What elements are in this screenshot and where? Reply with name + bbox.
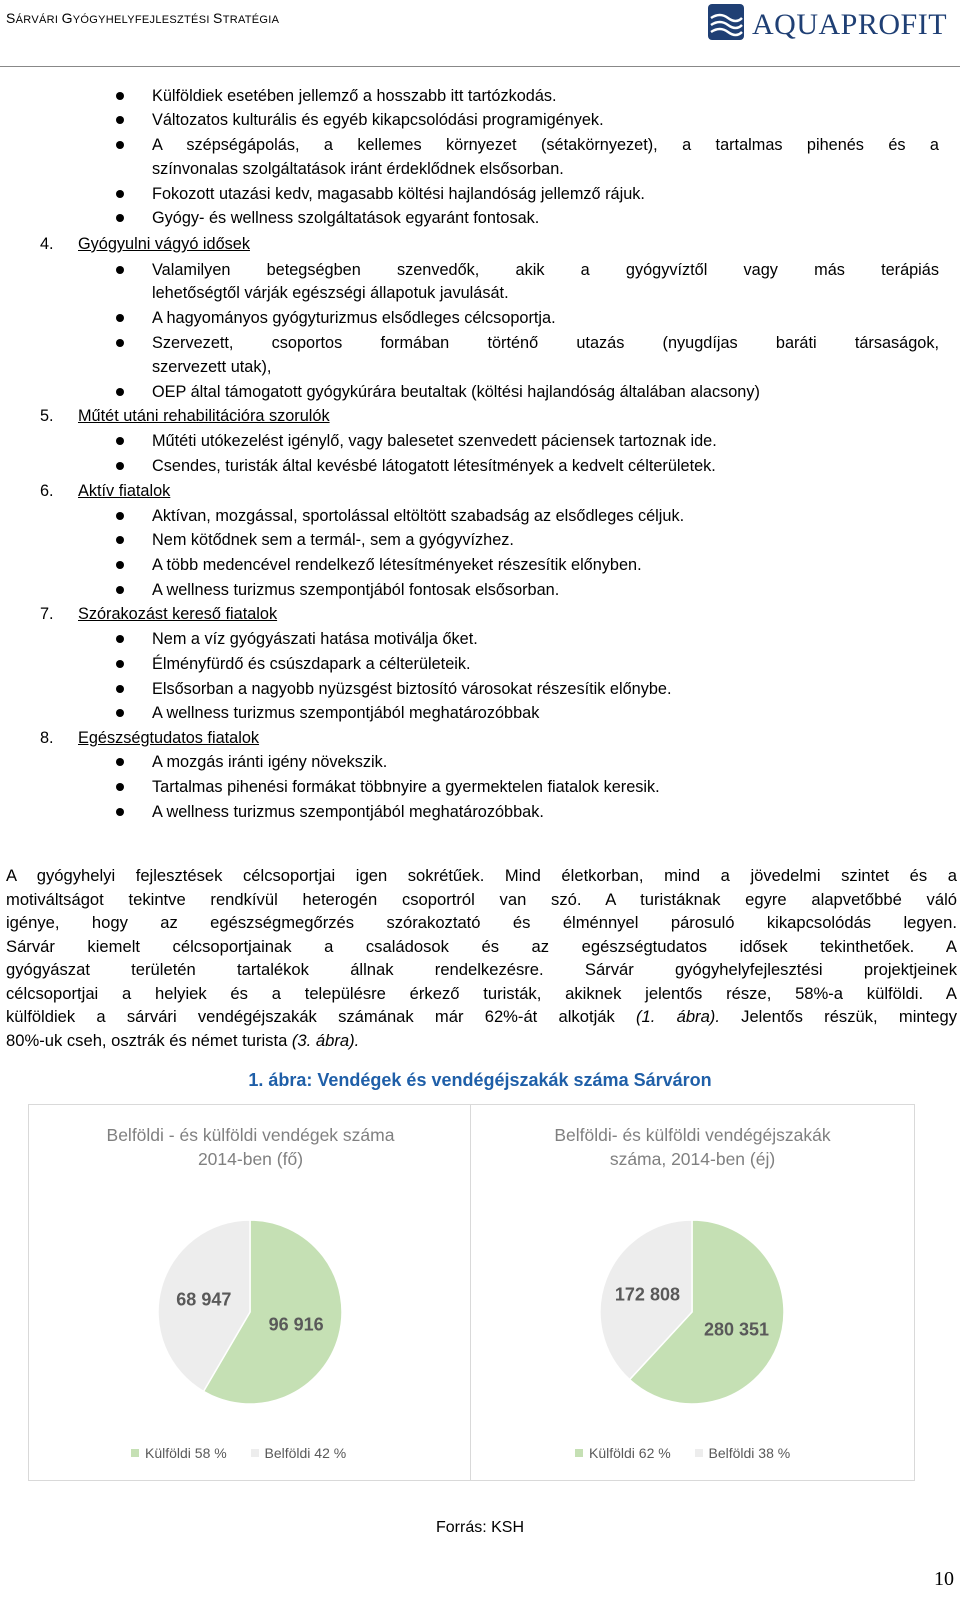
bullet — [116, 314, 124, 322]
page-header — [0, 0, 960, 66]
list-item: Szervezett, csoportos formában történő utazás (nyugdíjas baráti társaságok, — [152, 334, 939, 352]
bullet — [116, 660, 124, 668]
pie-plot — [29, 1105, 472, 1480]
aquaprofit-logo — [708, 4, 958, 44]
legend-swatch — [131, 1449, 139, 1457]
list-item: Elsősorban a nagyobb nyüzsgést biztosító városokat részesítik előnybe. — [152, 680, 672, 698]
bullet — [116, 536, 124, 544]
list-item: A wellness turizmus szempontjából fontosak elsősorban. — [152, 581, 560, 599]
list-item: Fokozott utazási kedv, magasabb költési hajlandóság jellemző rájuk. — [152, 185, 645, 203]
pie-data-label: 96 916 — [268, 1314, 324, 1335]
list-item: Nem a víz gyógyászati hatása motiválja őket. — [152, 630, 478, 648]
pie-data-label: 280 351 — [704, 1319, 770, 1340]
figure-reference: (3. ábra). — [291, 1030, 360, 1050]
chart-legend — [131, 1445, 346, 1461]
paragraph-line: célcsoportjai a helyiek és a településre érkező turisták, akiknek jelentős része, 58%-a külföldi. A — [6, 983, 957, 1003]
bullet — [116, 758, 124, 766]
list-item-continuation: szervezett utak), — [152, 358, 272, 376]
list-item: Élményfürdő és csúszdapark a célterületeik. — [152, 655, 471, 673]
chart-title: Belföldi- és külföldi vendégéjszakák száma, 2014-ben (éj) — [554, 1125, 831, 1169]
list-item: OEP által támogatott gyógykúrára beutaltak (költési hajlandóság általában alacsony) — [152, 383, 760, 401]
list-item: Külföldiek esetében jellemző a hosszabb itt tartózkodás. — [152, 87, 557, 105]
legend-entry: Külföldi 58 % — [145, 1445, 227, 1461]
body-paragraph — [6, 864, 957, 1052]
logo-mark-icon — [708, 4, 748, 44]
list-item: Csendes, turisták által kevésbé látogatott létesítmények a kedvelt célterületek. — [152, 457, 716, 475]
chart-legend — [575, 1445, 790, 1461]
section-number: 6. — [40, 482, 54, 500]
nights-pie-chart — [470, 1104, 915, 1481]
figure-source: Forrás: KSH — [435, 1519, 524, 1536]
bullet — [116, 141, 124, 149]
figure-reference: (1. ábra). — [636, 1007, 720, 1026]
page-number: 10 — [934, 1568, 954, 1590]
bullet — [116, 635, 124, 643]
list-item-continuation: lehetőségtől várják egészségi állapotuk javulását. — [152, 284, 509, 302]
header-divider — [0, 66, 960, 67]
bullet — [116, 462, 124, 470]
list-item: A mozgás iránti igény növekszik. — [152, 753, 388, 771]
section-title: Szórakozást kereső fiatalok — [78, 605, 278, 623]
list-item: A hagyományos gyógyturizmus elsődleges célcsoportja. — [152, 309, 556, 327]
section-number: 5. — [40, 407, 54, 425]
bullet — [116, 388, 124, 396]
paragraph-line: külföldiek a sárvári vendégéjszakák számának már 62%-át alkotják (1. ábra). Jelentős részük, mintegy — [6, 1007, 957, 1026]
logo-text: AQUAPROFIT — [752, 8, 948, 41]
paragraph-line: motiváltságot tekintve rendkívül heterogén csoportról van szó. A turistáknak egyre alapvetőbbé váló — [6, 889, 957, 909]
pie-data-label: 68 947 — [176, 1289, 232, 1310]
list-item: Valamilyen betegségben szenvedők, akik a gyógyvíztől vagy más terápiás — [152, 261, 939, 279]
list-item: A több medencével rendelkező létesítményeket részesítik előnyben. — [152, 556, 642, 574]
section-title: Műtét utáni rehabilitációra szorulók — [78, 407, 330, 425]
bullet — [116, 116, 124, 124]
list-item: Aktívan, mozgással, sportolással eltöltött szabadság az elsődleges céljuk. — [152, 507, 685, 525]
paragraph-line: 80%-uk cseh, osztrák és német turista (3. ábra). — [6, 1030, 360, 1050]
pie-plot — [471, 1105, 914, 1480]
bullet — [116, 783, 124, 791]
guests-pie-chart — [28, 1104, 473, 1481]
section-title: Aktív fiatalok — [78, 482, 171, 500]
section-title: Gyógyulni vágyó idősek — [78, 235, 250, 253]
list-item: Nem kötődnek sem a termál-, sem a gyógyvízhez. — [152, 531, 514, 549]
section-title: Egészségtudatos fiatalok — [78, 729, 260, 747]
bullet — [116, 339, 124, 347]
bullet — [116, 437, 124, 445]
bullet — [116, 214, 124, 222]
legend-entry: Belföldi 42 % — [264, 1445, 347, 1461]
section-number: 8. — [40, 729, 54, 747]
paragraph-line: gyógyászat területén tartalékok állnak rendelkezésre. Sárvár gyógyhelyfejlesztési projektjeinek — [6, 960, 957, 979]
legend-entry: Belföldi 38 % — [708, 1445, 791, 1461]
chart-title: Belföldi - és külföldi vendégek száma 2014-ben (fő) — [106, 1125, 395, 1169]
pie-data-label: 172 808 — [614, 1284, 680, 1305]
list-item: Műtéti utókezelést igénylő, vagy balesetet szenvedett páciensek tartoznak ide. — [152, 432, 717, 450]
legend-swatch — [251, 1449, 259, 1457]
list-item: Gyógy- és wellness szolgáltatások egyaránt fontosak. — [152, 209, 540, 227]
bullet — [116, 92, 124, 100]
bullet — [116, 709, 124, 717]
list-item: A wellness turizmus szempontjából meghatározóbbak. — [152, 803, 544, 821]
list-item: Változatos kulturális és egyéb kikapcsolódási programigények. — [152, 111, 604, 129]
bullet — [116, 512, 124, 520]
legend-swatch — [695, 1449, 703, 1457]
paragraph-line: A gyógyhelyi fejlesztések célcsoportjai igen sokrétűek. Mind életkorban, mind a jövedelmi szintet és a — [6, 866, 957, 885]
bullet — [116, 190, 124, 198]
legend-swatch — [575, 1449, 583, 1457]
list-item-continuation: színvonalas szolgáltatások iránt érdeklődnek elsősorban. — [152, 160, 564, 178]
bullet — [116, 808, 124, 816]
paragraph-line: Sárvár kiemelt célcsoportjainak a családosok és az egészségtudatos idősek tekinthetőek. A — [6, 936, 957, 956]
section-number: 7. — [40, 605, 54, 623]
list-item: A wellness turizmus szempontjából meghatározóbbak — [152, 704, 540, 722]
legend-entry: Külföldi 62 % — [589, 1445, 671, 1461]
bullet — [116, 685, 124, 693]
list-item: Tartalmas pihenési formákat többnyire a gyermektelen fiatalok keresik. — [152, 778, 660, 796]
figure-title: 1. ábra: Vendégek és vendégéjszakák száma Sárváron — [248, 1070, 712, 1090]
bullet — [116, 561, 124, 569]
paragraph-line: igénye, hogy az egészségmegőrzés szórakoztató és élménnyel párosuló kikapcsolódás legyen. — [6, 913, 957, 932]
bullet — [116, 266, 124, 274]
bullet — [116, 586, 124, 594]
section-number: 4. — [40, 235, 54, 253]
document-title: SÁRVÁRI GYÓGYHELYFEJLESZTÉSI STRATÉGIA — [6, 10, 280, 26]
list-item: A szépségápolás, a kellemes környezet (sétakörnyezet), a tartalmas pihenés és a — [152, 136, 939, 154]
